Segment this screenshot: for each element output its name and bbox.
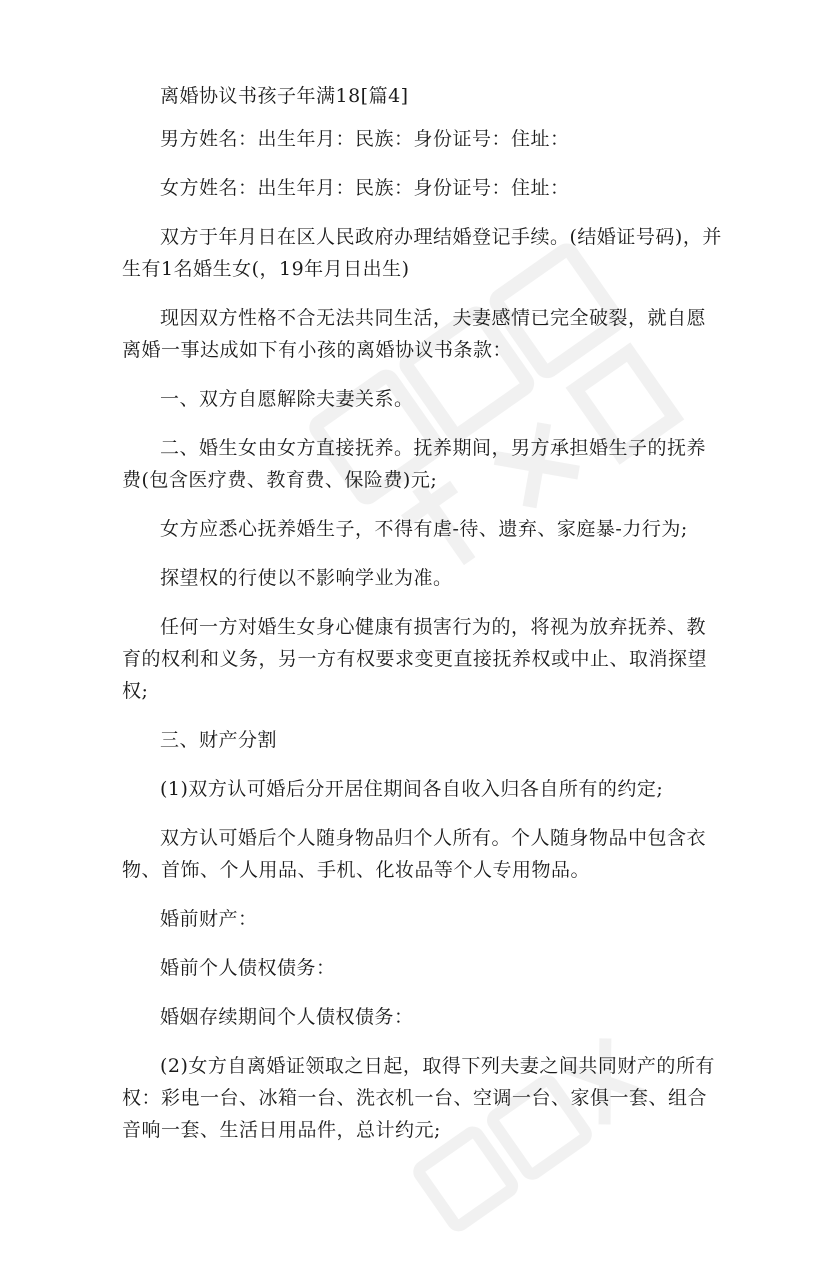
paragraph-marital-debts: 婚姻存续期间个人债权债务： xyxy=(160,1006,414,1028)
paragraph-premarital-property: 婚前财产： xyxy=(160,908,258,930)
paragraph-clause-2: 二、婚生女由女方直接抚养。抚养期间，男方承担婚生子的抚养费(包含医疗费、教育费、保险费)元; xyxy=(122,437,707,491)
paragraph-male-info: 男方姓名：出生年月：民族：身份证号：住址： xyxy=(160,128,570,150)
paragraph-marriage-registration: 双方于年月日在区人民政府办理结婚登记手续。(结婚证号码)，并生有1名婚生女(，19年月日出生) xyxy=(122,226,722,280)
paragraph-clause-3-heading: 三、财产分割 xyxy=(160,729,278,751)
paragraph-property-2: (2)女方自离婚证领取之日起，取得下列夫妻之间共同财产的所有权：彩电一台、冰箱一台、洗衣机一台、空调一台、家俱一套、组合音响一套、生活日用品件，总计约元; xyxy=(122,1055,715,1141)
paragraph-visitation: 探望权的行使以不影响学业为准。 xyxy=(160,567,453,589)
paragraph-property-1: (1)双方认可婚后分开居住期间各自收入归各自所有的约定; xyxy=(160,778,664,800)
document-title: 离婚协议书孩子年满18[篇4] xyxy=(160,85,409,107)
paragraph-female-info: 女方姓名：出生年月：民族：身份证号：住址： xyxy=(160,177,570,199)
paragraph-divorce-reason: 现因双方性格不合无法共同生活，夫妻感情已完全破裂，就自愿离婚一事达成如下有小孩的离婚协议书条款： xyxy=(122,307,707,361)
paragraph-clause-1: 一、双方自愿解除夫妻关系。 xyxy=(160,388,414,410)
paragraph-personal-items: 双方认可婚后个人随身物品归个人所有。个人随身物品中包含衣物、首饰、个人用品、手机、化妆品等个人专用物品。 xyxy=(122,827,707,881)
document-body xyxy=(122,80,722,1163)
paragraph-harm-clause: 任何一方对婚生女身心健康有损害行为的，将视为放弃抚养、教育的权利和义务，另一方有权要求变更直接抚养权或中止、取消探望权; xyxy=(122,616,708,702)
paragraph-care-duty: 女方应悉心抚养婚生子，不得有虐-待、遗弃、家庭暴-力行为; xyxy=(160,518,688,540)
paragraph-premarital-debts: 婚前个人债权债务： xyxy=(160,957,336,979)
